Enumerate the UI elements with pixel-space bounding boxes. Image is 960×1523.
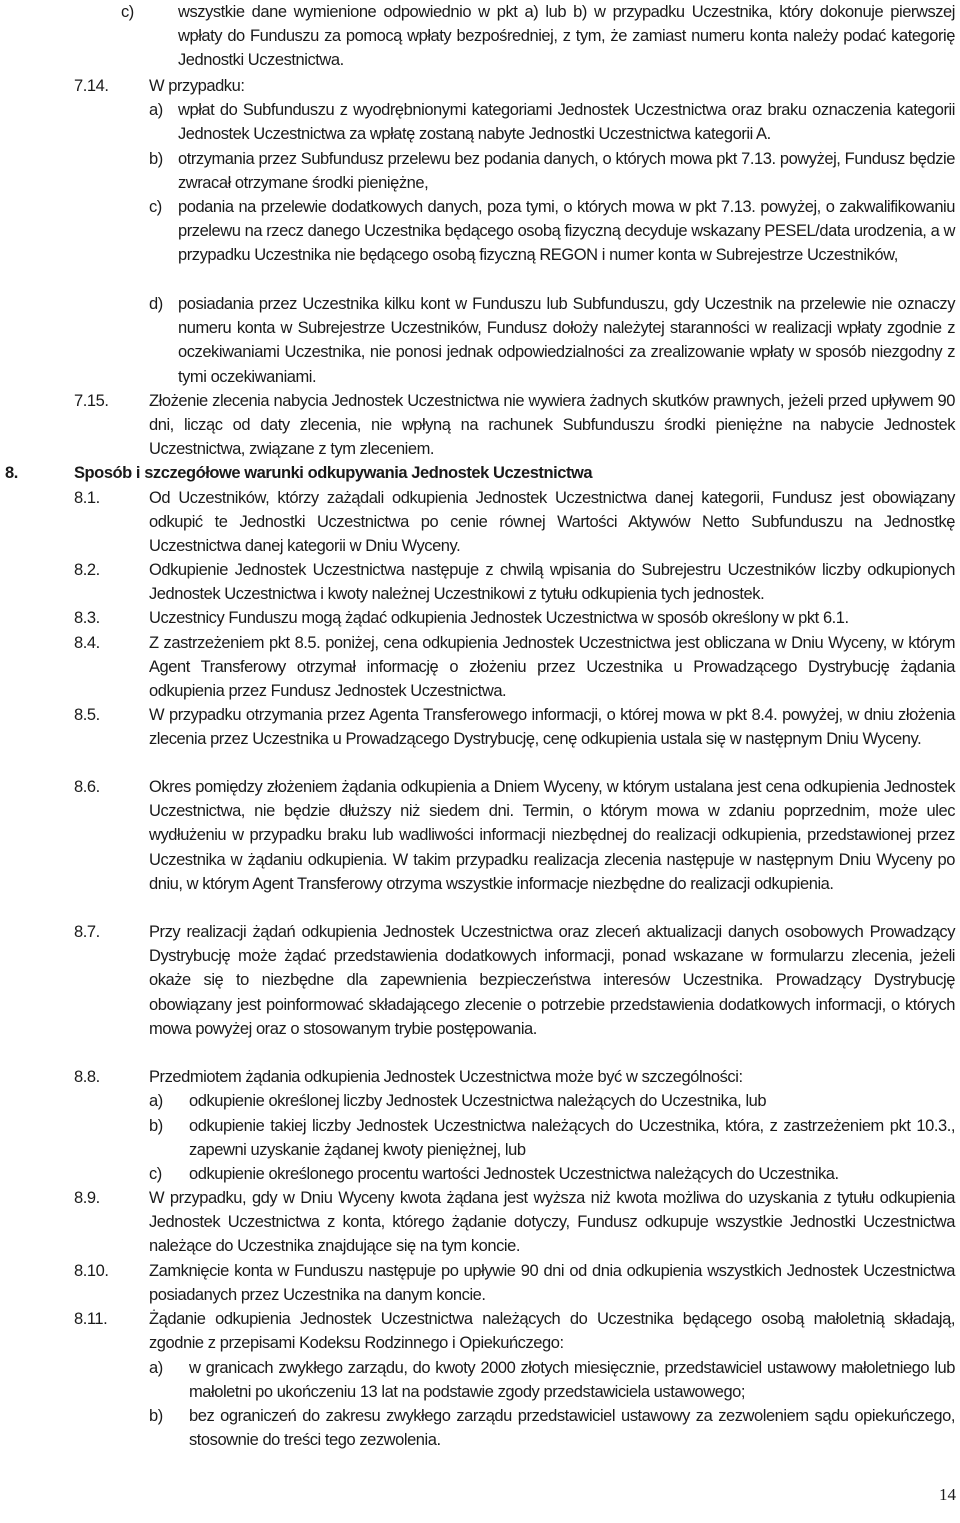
- paragraph-number: 8.9.: [74, 1189, 100, 1207]
- paragraph-text: Uczestnicy Funduszu mogą żądać odkupienia Jednostek Uczestnictwa w sposób określony w pkt 6.1.: [149, 609, 849, 627]
- item-label: a): [149, 1092, 163, 1110]
- paragraph-text: Odkupienie Jednostek Uczestnictwa następuje z chwilą wpisania do Subrejestru Uczestników liczby odkupionych Jednostek Uczestnictwa i kwoty należnej Uczestnikowi z tytułu odkupienia tych jednostek.: [149, 561, 955, 604]
- item-label: a): [149, 101, 163, 119]
- item-text: bez ograniczeń do zakresu zwykłego zarządu przedstawiciel ustawowy za zezwoleniem sądu opiekuńczego, stosownie do treści tego zezwolenia.: [189, 1407, 955, 1450]
- item-text: odkupienie określonego procentu wartości Jednostek Uczestnictwa należących do Uczestnika.: [189, 1165, 839, 1183]
- paragraph-text: Złożenie zlecenia nabycia Jednostek Uczestnictwa nie wywiera żadnych skutków prawnych, jeżeli przed upływem 90 dni, licząc od daty zlecenia, nie wpłyną na rachunek Subfunduszu środki pieniężne na nabycie Jednostek Uczestnictwa, związane z tym zleceniem.: [149, 392, 955, 459]
- page-number: 14: [939, 1485, 956, 1504]
- paragraph-text: Okres pomiędzy złożeniem żądania odkupienia a Dniem Wyceny, w którym ustalana jest cena odkupienia Jednostek Uczestnictwa, nie będzie dłuższy niż siedem dni. Termin, o którym mowa w zdaniu poprzednim, może ulec wydłużeniu w przypadku braku lub wadliwości informacji niezbędnej do realizacji odkupienia, przedstawionej przez Uczestnika w żądaniu odkupienia. W takim przypadku realizacja zlecenia następuje w następnym Dniu Wyceny po dniu, w którym Agent Transferowy otrzyma wszystkie informacje niezbędne do realizacji odkupienia.: [149, 778, 955, 893]
- paragraph-number: 8.4.: [74, 634, 100, 652]
- paragraph-number: 8.10.: [74, 1262, 109, 1280]
- paragraph-intro: W przypadku:: [149, 77, 245, 95]
- paragraph-text: W przypadku otrzymania przez Agenta Transferowego informacji, o której mowa w pkt 8.4. powyżej, w dniu złożenia zlecenia przez Uczestnika u Prowadzącego Dystrybucję, cenę odkupienia ustala się w następnym Dniu Wyceny.: [149, 706, 955, 749]
- item-text: wszystkie dane wymienione odpowiednio w pkt a) lub b) w przypadku Uczestnika, który dokonuje pierwszej wpłaty do Funduszu za pomocą wpłaty bezpośredniej, z tym, że zamiast numeru konta należy podać kategorię Jednostki Uczestnictwa.: [178, 3, 955, 70]
- item-label: c): [149, 198, 162, 216]
- paragraph-number: 8.2.: [74, 561, 100, 579]
- paragraph-number: 8.6.: [74, 778, 100, 796]
- paragraph-intro: Żądanie odkupienia Jednostek Uczestnictwa należących do Uczestnika będącego osobą małoletnią składają, zgodnie z przepisami Kodeksu Rodzinnego i Opiekuńczego:: [149, 1310, 955, 1353]
- paragraph-text: W przypadku, gdy w Dniu Wyceny kwota żądana jest wyższa niż kwota możliwa do uzyskania z tytułu odkupienia Jednostek Uczestnictwa z konta, którego żądanie dotyczy, Fundusz odkupuje wszystkie Jednostki Uczestnictwa należące do Uczestnika znajdujące się na tym koncie.: [149, 1189, 955, 1256]
- item-label: b): [149, 150, 163, 168]
- paragraph-intro: Przedmiotem żądania odkupienia Jednostek Uczestnictwa może być w szczególności:: [149, 1068, 743, 1086]
- paragraph-number: 8.8.: [74, 1068, 100, 1086]
- item-text: odkupienie takiej liczby Jednostek Uczestnictwa należących do Uczestnika, która, z zastrzeżeniem pkt 10.3., zapewni uzyskanie żądanej kwoty pieniężnej, lub: [189, 1117, 955, 1160]
- paragraph-number: 7.14.: [74, 77, 109, 95]
- item-label: c): [121, 3, 134, 21]
- item-label: b): [149, 1117, 163, 1135]
- paragraph-number: 8.5.: [74, 706, 100, 724]
- paragraph-number: 8.7.: [74, 923, 100, 941]
- paragraph-text: Zamknięcie konta w Funduszu następuje po upływie 90 dni od dnia odkupienia wszystkich Jednostek Uczestnictwa posiadanych przez Uczestnika na danym koncie.: [149, 1262, 955, 1305]
- item-label: a): [149, 1359, 163, 1377]
- item-label: d): [149, 295, 163, 313]
- item-text: wpłat do Subfunduszu z wyodrębnionymi kategoriami Jednostek Uczestnictwa oraz braku oznaczenia kategorii Jednostek Uczestnictwa za wpłatę zostaną nabyte Jednostki Uczestnictwa kategorii A.: [178, 101, 955, 144]
- paragraph-number: 8.1.: [74, 489, 100, 507]
- paragraph-number: 8.3.: [74, 609, 100, 627]
- paragraph-number: 8.11.: [74, 1310, 108, 1328]
- item-text: odkupienie określonej liczby Jednostek Uczestnictwa należących do Uczestnika, lub: [189, 1092, 767, 1110]
- paragraph-number: 7.15.: [74, 392, 109, 410]
- item-text: podania na przelewie dodatkowych danych, poza tymi, o których mowa w pkt 7.13. powyżej, o zakwalifikowaniu przelewu na rzecz danego Uczestnika będącego osobą fizyczną decyduje wskazany PESEL/data urodzenia, a w przypadku Uczestnika nie będącego osobą fizyczną REGON i numer konta w Subrejestrze Uczestników,: [178, 198, 955, 265]
- item-label: c): [149, 1165, 162, 1183]
- paragraph-text: Z zastrzeżeniem pkt 8.5. poniżej, cena odkupienia Jednostek Uczestnictwa jest obliczana w Dniu Wyceny, w którym Agent Transferowy otrzymał informację o złożeniu przez Uczestnika u Prowadzącego Dystrybucję żądania odkupienia przez Fundusz Jednostek Uczestnictwa.: [149, 634, 955, 701]
- section-number: 8.: [5, 464, 18, 482]
- paragraph-text: Od Uczestników, którzy zażądali odkupienia Jednostek Uczestnictwa danej kategorii, Fundusz jest obowiązany odkupić te Jednostki Uczestnictwa po cenie równej Wartości Aktywów Netto Subfunduszu na Jednostkę Uczestnictwa danej kategorii w Dniu Wyceny.: [149, 489, 955, 556]
- item-text: w granicach zwykłego zarządu, do kwoty 2000 złotych miesięcznie, przedstawiciel ustawowy małoletniego lub małoletni po ukończeniu 13 lat na podstawie zgody przedstawiciela ustawowego;: [189, 1359, 955, 1402]
- item-label: b): [149, 1407, 163, 1425]
- section-title: Sposób i szczegółowe warunki odkupywania Jednostek Uczestnictwa: [74, 464, 593, 482]
- item-text: posiadania przez Uczestnika kilku kont w Funduszu lub Subfunduszu, gdy Uczestnik na przelewie nie oznaczy numeru konta w Subrejestrze Uczestników, Fundusz dołoży należytej staranności w realizacji wpłaty zgodnie z oczekiwaniami Uczestnika, nie ponosi jednak odpowiedzialności za zrealizowanie wpłaty w sposób niezgodny z tymi oczekiwaniami.: [178, 295, 955, 386]
- item-text: otrzymania przez Subfundusz przelewu bez podania danych, o których mowa pkt 7.13. powyżej, Fundusz będzie zwracał otrzymane środki pieniężne,: [178, 150, 955, 193]
- paragraph-text: Przy realizacji żądań odkupienia Jednostek Uczestnictwa oraz zleceń aktualizacji danych osobowych Prowadzący Dystrybucję może żądać przedstawienia dodatkowych informacji, ponad wskazane w formularzu zlecenia, jeżeli okaże się to niezbędne dla zapewnienia bezpieczeństwa interesów Uczestnika. Prowadzący Dystrybucję obowiązany jest poinformować składającego zlecenie o potrzebie przedstawienia dodatkowych informacji, o których mowa powyżej oraz o stosowanym trybie postępowania.: [149, 923, 955, 1038]
